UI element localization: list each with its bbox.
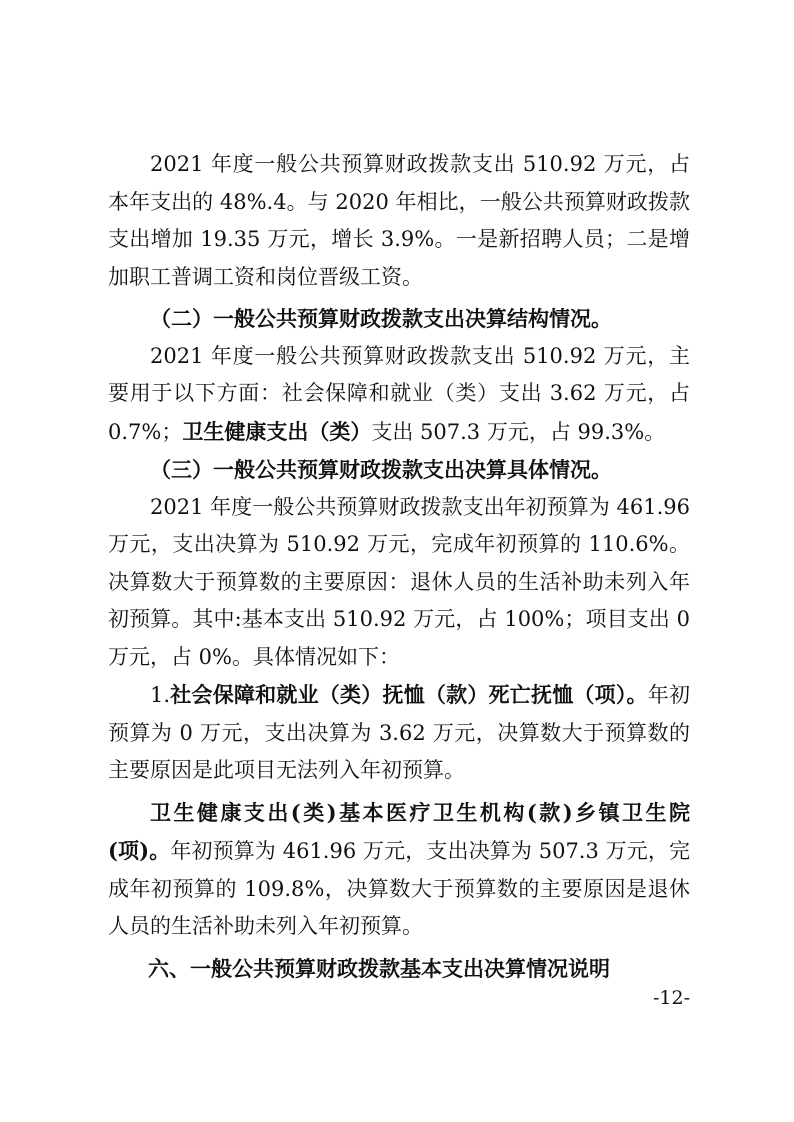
section-heading-basic-expenditure: 六、一般公共预算财政拨款基本支出决算情况说明 xyxy=(148,955,610,981)
paragraph-item-health xyxy=(108,794,690,946)
document-body xyxy=(108,146,690,987)
structure-text: 2021 年度一般公共预算财政拨款支出 510.92 万元，主要用于以下方面：社会保障和就业（类）支出 3.62 万元，占 0.7%； xyxy=(108,343,690,444)
page-number: -12- xyxy=(652,987,690,1009)
section-heading-detail: （三）一般公共预算财政拨款支出决算具体情况。 xyxy=(150,457,612,482)
paragraph-item-social-security xyxy=(108,676,690,790)
item-social-security-title: 社会保障和就业（类）抚恤（款）死亡抚恤（项）。 xyxy=(170,682,648,707)
section-heading-structure: （二）一般公共预算财政拨款支出决算结构情况。 xyxy=(150,306,612,331)
item-social-security-text: 年初预算为 0 万元，支出决算为 3.62 万元，决算数大于预算数的主要原因是此项目无法列入年初预算。 xyxy=(108,683,690,782)
paragraph-expenditure-structure xyxy=(108,338,690,452)
paragraph-expenditure-detail: 2021 年度一般公共预算财政拨款支出年初预算为 461.96 万元，支出决算为 510.92 万元，完成年初预算的 110.6%。决算数大于预算数的主要原因：退休人员的生活补助未列入年初预算。其中:基本支出 510.92 万元，占 100%；项目支出 0 万元，占 0%。具体情况如下： xyxy=(108,494,690,669)
item-health-title: 卫生健康支出(类)基本医疗卫生机构(款)乡镇卫生院(项)。 xyxy=(108,799,690,863)
structure-bold-category: 卫生健康支出（类） xyxy=(182,418,372,444)
paragraph-expenditure-summary: 2021 年度一般公共预算财政拨款支出 510.92 万元，占本年支出的 48%.4。与 2020 年相比，一般公共预算财政拨款支出增加 19.35 万元，增长 3.9%。一是新招聘人员；二是增加职工普调工资和岗位晋级工资。 xyxy=(108,152,690,289)
item-number: 1. xyxy=(150,683,171,707)
structure-tail: 支出 507.3 万元，占 99.3%。 xyxy=(371,419,666,444)
item-health-text: 年初预算为 461.96 万元，支出决算为 507.3 万元，完成年初预算的 109.8%，决算数大于预算数的主要原因是退休人员的生活补助未列入年初预算。 xyxy=(108,839,690,938)
